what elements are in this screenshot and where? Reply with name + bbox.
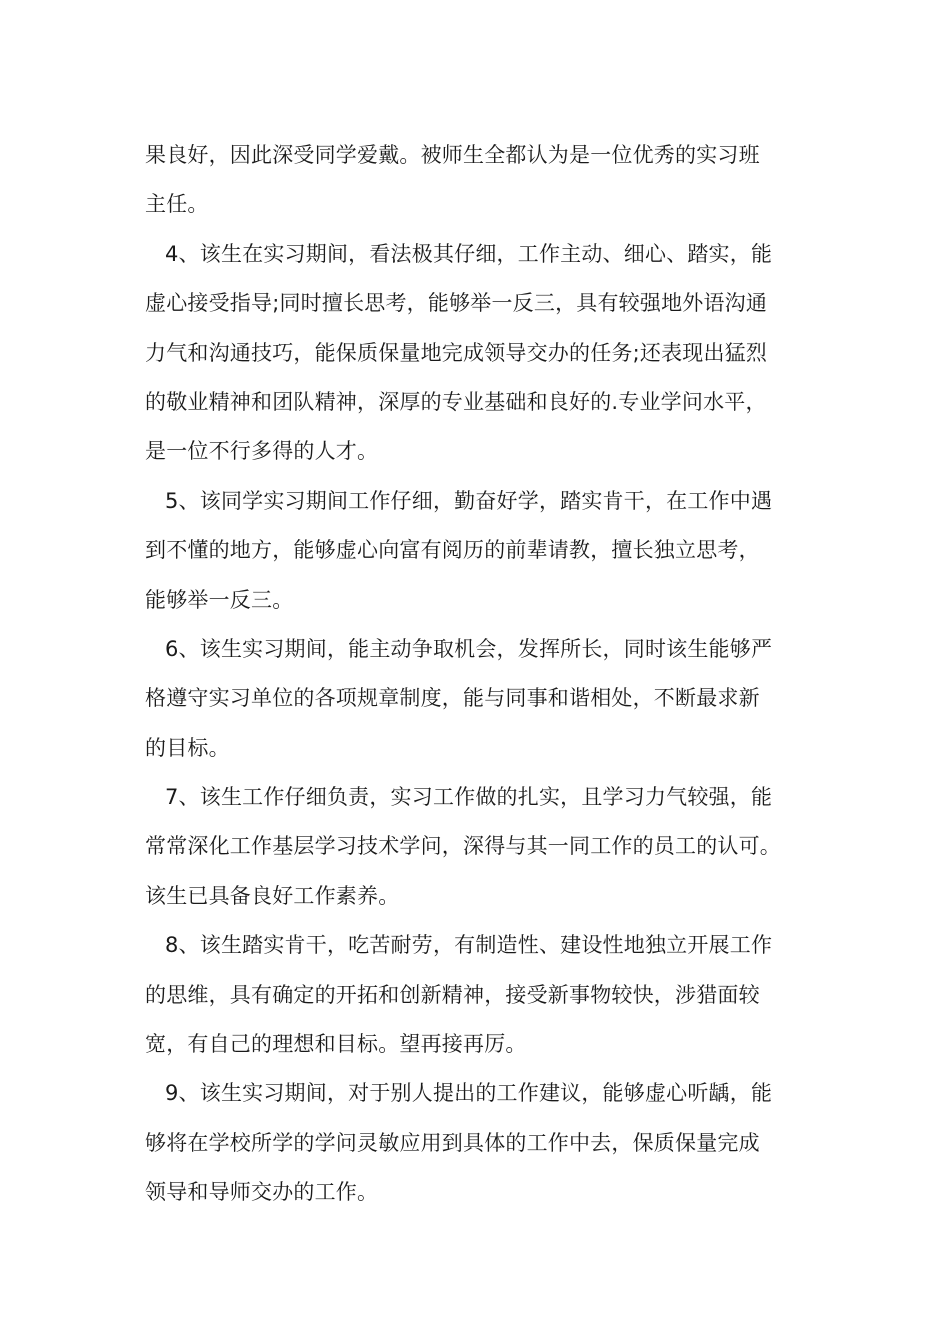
text-line: 果良好，因此深受同学爱戴。被师生全都认为是一位优秀的实习班 <box>145 143 760 167</box>
text-line: 宽，有自己的理想和目标。望再接再厉。 <box>145 1032 527 1057</box>
text-line: 主任。 <box>145 192 209 217</box>
text-line: 4、该生在实习期间，看法极其仔细，工作主动、细心、踏实，能 <box>165 241 773 266</box>
text-line: 该生已具备良好工作素养。 <box>145 883 400 908</box>
text-line: 7、该生工作仔细负责，实习工作做的扎实，且学习力气较强，能 <box>165 785 773 810</box>
text-line: 的目标。 <box>145 735 230 760</box>
text-line: 6、该生实习期间，能主动争取机会，发挥所长，同时该生能够严 <box>165 636 773 661</box>
text-line: 够将在学校所学的学问灵敏应用到具体的工作中去，保质保量完成 <box>145 1130 760 1155</box>
text-line: 的思维，具有确定的开拓和创新精神，接受新事物较快，涉猎面较 <box>145 982 760 1007</box>
text-line: 力气和沟通技巧，能保质保量地完成领导交办的任务;还表现出猛烈 <box>145 340 768 365</box>
text-line: 能够举一反三。 <box>145 587 294 612</box>
text-line: 虚心接受指导;同时擅长思考，能够举一反三，具有较强地外语沟通 <box>145 291 768 316</box>
text-line: 到不懂的地方，能够虚心向富有阅历的前辈请教，擅长独立思考， <box>145 538 760 563</box>
text-line: 8、该生踏实肯干，吃苦耐劳，有制造性、建设性地独立开展工作 <box>165 933 773 958</box>
text-line: 9、该生实习期间，对于别人提出的工作建议，能够虚心听龋，能 <box>165 1081 773 1106</box>
text-line: 是一位不行多得的人才。 <box>145 439 379 464</box>
text-line: 常常深化工作基层学习技术学问，深得与其一同工作的员工的认可。 <box>145 834 781 859</box>
text-line: 领导和导师交办的工作。 <box>145 1180 379 1205</box>
document-body <box>145 131 815 1218</box>
text-line: 5、该同学实习期间工作仔细，勤奋好学，踏实肯干，在工作中遇 <box>165 488 773 513</box>
text-line: 格遵守实习单位的各项规章制度，能与同事和谐相处，不断最求新 <box>145 686 760 711</box>
text-line: 的敬业精神和团队精神，深厚的专业基础和良好的.专业学问水平， <box>145 389 767 414</box>
